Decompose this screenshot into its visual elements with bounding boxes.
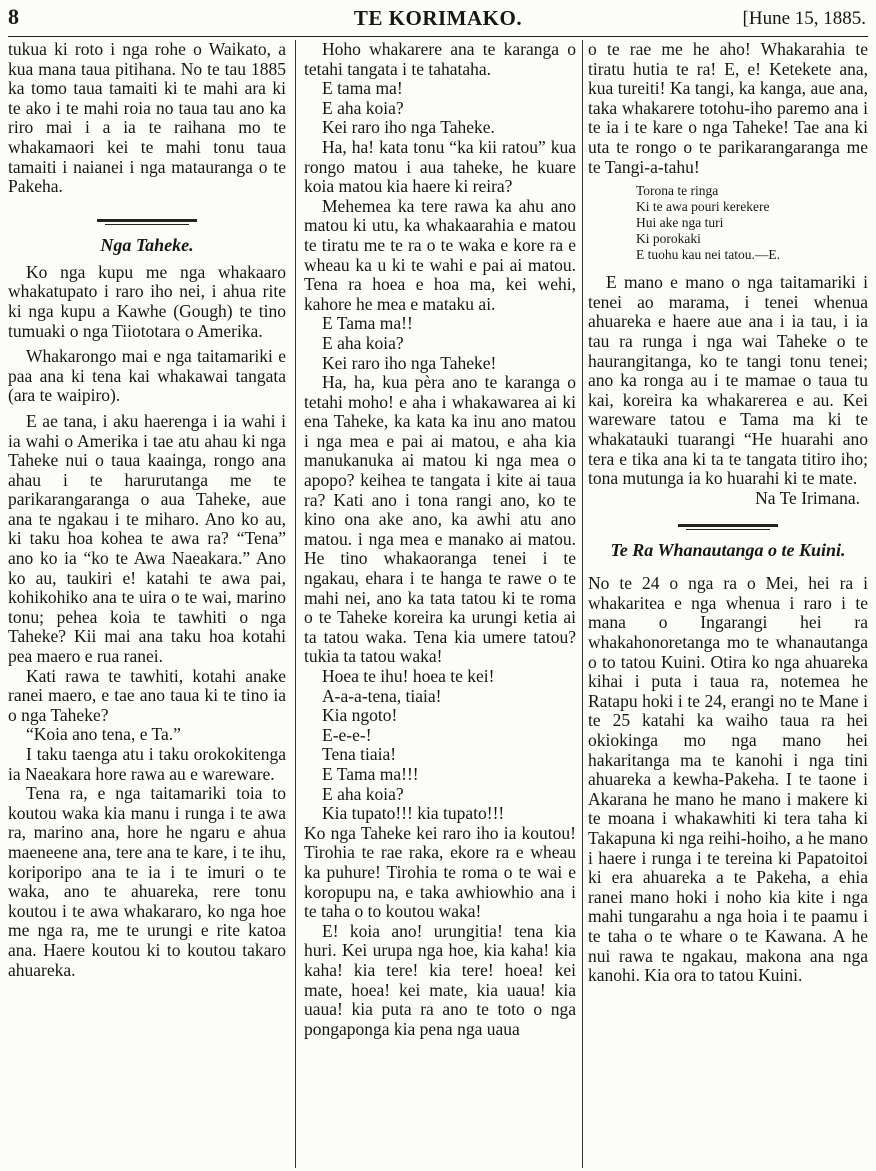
paragraph: Whakarongo mai e nga taitamariki e paa ana ki tena kai whakawai tangata (ara te waipiro). bbox=[8, 346, 286, 406]
paragraph: tukua ki roto i nga rohe o Waikato, a kua mana taua pitihana. No te tau 1885 ka tomo taua tamaiti ki te mahi ara ki te ako i te mahi roia no taua tau ano ka riro mai i a ia te raihana mo te whakamaori kei te mahi tonu taua tamaiti i naianei i nga matauranga o te Pakeha. bbox=[8, 40, 286, 197]
paragraph: “Koia ano tena, e Ta.” bbox=[26, 724, 181, 745]
dialogue-line: E aha koia? bbox=[322, 97, 404, 118]
paragraph: Hoho whakarere ana te karanga o tetahi tangata i te tahataha. bbox=[304, 40, 576, 79]
poem-line: Ki te awa pouri kerekere bbox=[636, 199, 770, 215]
paragraph: Tena ra, e nga taitamariki toia to koutou waka kia manu i runga i te awa ra, marino ana, hore he ngaru e ahua maeneene ana, tere ana te kare, i te ihu, koriporipo ana te ia i te imuri o te waka, ano te ahuareka, rere tonu koutou i te awa whakararo, ko nga hoe me nga ra, me te urungi e rite katoa ana. Haere koutou ki to koutou takaro ahuareka. bbox=[8, 783, 286, 980]
paragraph: E ae tana, i aku haerenga i ia wahi i ia wahi o Amerika i tae atu ahau ki nga Taheke nui o taua kaainga, rongo ana ahau i te harurutanga me te parikarangaranga o aua Taheke, aue ana te ngakau i te miharo. Ano ko au, ki taku hoa kohea te awa ra? “Tena” ano ko ia “ko te Awa Naeakara.” Ano ko au, taukiri e! katahi te awa pai, kohikohiko ana te uira o te wai, marino tonu; pehea koia te tawhiti o nga Taheke? Kii mai ana taku hoa kotahi pea maero e rua ranei. bbox=[8, 410, 286, 667]
divider-rule bbox=[678, 524, 778, 527]
divider-rule bbox=[97, 219, 197, 222]
paragraph: o te rae me he aho! Whakarahia te tiratu hutia te ra! E, e! Ketekete ana, kua tureiti! Ka tangi, ka kanga, aue ana, taka whakarere totohu-iho paremo ana i te ia i te kare o nga Taheke! Tae ana ki uta te rongo o te parikarangaranga me te Tangi-a-tahu! bbox=[588, 40, 868, 177]
dialogue-line: Kei raro iho nga Taheke! bbox=[322, 352, 497, 373]
paragraph: Ko nga kupu me nga whakaaro whakatupato i raro iho nei, i ahua rite ki nga kupu a Kawhe (Gough) te tino tumuaki o nga Tiiototara o Amerika. bbox=[8, 261, 286, 341]
column-divider bbox=[582, 40, 583, 1168]
poem-line: Ki porokaki bbox=[636, 231, 701, 247]
author-signature: Na Te Irimana. bbox=[755, 487, 860, 508]
column-2 bbox=[304, 40, 576, 1168]
dialogue-line: Kei raro iho nga Taheke. bbox=[322, 117, 495, 138]
divider-rule bbox=[105, 224, 189, 225]
column-divider bbox=[295, 40, 296, 1168]
paragraph: E! koia ano! urungitia! tena kia huri. Kei urupa nga hoe, kia kaha! kia kaha! kia tere! kia tere! hoea! kei mate, hoea! kei mate, kia uaua! kia uaua! kia puta ra ano te toto o nga pongaponga kia pena nga uaua bbox=[304, 920, 576, 1039]
dialogue-line: Kia tupato!!! kia tupato!!! bbox=[322, 803, 505, 824]
paragraph: Ha, ha, kua pèra ano te karanga o tetahi moho! e aha i whakawarea ai ki ena Taheke, ka kata ka inu ano matou i nga mea e pai ai matou, e aha kia manukanuka ai matou ki nga mea o apopo? keihea te tangata i kite ai taua ra? Kati ano i tona rangi ano, ko te kino ona ake ano, ka awhi atu ano matou. i nga mea e manako ai matou. He tino whakaoranga tenei i te ngakau, ehara i te hanga te rawe o te mahi nei, ano ka tata tatou ki te roma o te Taheke koreira ka urungi ketia ai ta tatou waka. Tena kia umere tatou? tukia ta tatou waka! bbox=[304, 372, 576, 667]
dialogue-line: Kia ngoto! bbox=[322, 705, 398, 726]
column-3 bbox=[588, 40, 868, 1168]
article-heading-whanautanga: Te Ra Whanautanga o te Kuini. bbox=[610, 540, 846, 561]
article-heading-nga-taheke: Nga Taheke. bbox=[100, 234, 194, 255]
poem-line: Torona te ringa bbox=[636, 183, 719, 199]
dialogue-line: E aha koia? bbox=[322, 783, 404, 804]
paragraph: Ko nga Taheke kei raro iho ia koutou! Tirohia te rae raka, ekore ra e wheau ka puhure! Tirohia te roma o te wai e koropupu na, e taka awhiowhio ana i te taha o to koutou waka! bbox=[304, 822, 576, 922]
newspaper-title: TE KORIMAKO. bbox=[353, 6, 523, 30]
paragraph: Mehemea ka tere rawa ka ahu ano matou ki utu, ka whakaarahia e matou te tiratu me te ra o te waka e kore ra e wheau ka u ki te wahi e pai ai matou. Tena ra hoea e hoa ma, kei wehi, kahore he mea e mataku ai. bbox=[304, 195, 576, 314]
dialogue-line: E aha koia? bbox=[322, 332, 404, 353]
masthead bbox=[8, 2, 868, 37]
dialogue-line: E tama ma! bbox=[322, 78, 403, 99]
page-number: 8 bbox=[8, 4, 19, 29]
poem-line: E tuohu kau nei tatou.—E. bbox=[636, 247, 780, 263]
paragraph: Ha, ha! kata tonu “ka kii ratou” kua rongo matou i aua taheke, he kuare koia matou kia haere ki reira? bbox=[304, 136, 576, 197]
column-1 bbox=[8, 40, 286, 1168]
dialogue-line: E Tama ma!!! bbox=[322, 763, 419, 784]
dialogue-line: Tena tiaia! bbox=[322, 744, 397, 765]
poem-verse bbox=[636, 183, 868, 263]
divider-rule bbox=[686, 529, 770, 530]
paragraph: I taku taenga atu i taku orokokitenga ia Naeakara hore rawa au e wareware. bbox=[8, 744, 286, 784]
dialogue-line: Hoea te ihu! hoea te kei! bbox=[322, 666, 495, 686]
dialogue-line: E Tama ma!! bbox=[322, 313, 413, 334]
paragraph: Kati rawa te tawhiti, kotahi anake ranei maero, e tae ano taua ki te tino ia o nga Taheke? bbox=[8, 665, 286, 725]
dialogue-line: E-e-e-! bbox=[322, 724, 372, 745]
dialogue-line: A-a-a-tena, tiaia! bbox=[322, 685, 442, 706]
poem-line: Hui ake nga turi bbox=[636, 215, 724, 231]
paragraph: E mano e mano o nga taitamariki i tenei ao marama, i tenei whenua ahuareka e haere aue ana i ia tau, i ia tau ra runga i nga wai Taheke o te haurangitanga, ko te tangi tonu tenei; ano ka ronga au i te mamae o taua tu kai, koreira ka whakarerea e au. Kei wareware tatou e Tama ma ki te whakatauki tuarangi “He huarahi ano tera e tika ana ki ta te tangata titiro iho; tona mutunga ia ko huarahi ki te mate. bbox=[588, 272, 868, 489]
paragraph: No te 24 o nga ra o Mei, hei ra i whakaritea e nga whenua i raro i te mana o Ingarangi hei ra whakahonoretanga mo te whanautanga o to tatou Kuini. Otira ko nga ahuareka kihai i puta i taua ra, notemea he Ratapu hoki i te 24, erangi no te Mane i te 25 katahi ka waiho taua ra hei okiokinga mo nga mano hei hakaritanga ma te kanohi i nga tini ahuareka a kewha-Pakeha. I te taone i Akarana he mano he mano i makere ki te moana i whakawhiti ki tera taha ki Takapuna ki nga reihi-hoiho, a he mano i haere i runga i te tereina ki Papatoitoi ki era ahuareka a te Pakeha, a ehia ranei mano hoki i noho kia kite i nga mahi tungarahu a nga hoia i te paamu i te taha o te whare o te Kawana. A he nui rawa te ngakau, makona ana nga kanohi. Kia ora to tatou Kuini. bbox=[588, 573, 868, 986]
issue-date: [Hune 15, 1885. bbox=[742, 8, 866, 29]
